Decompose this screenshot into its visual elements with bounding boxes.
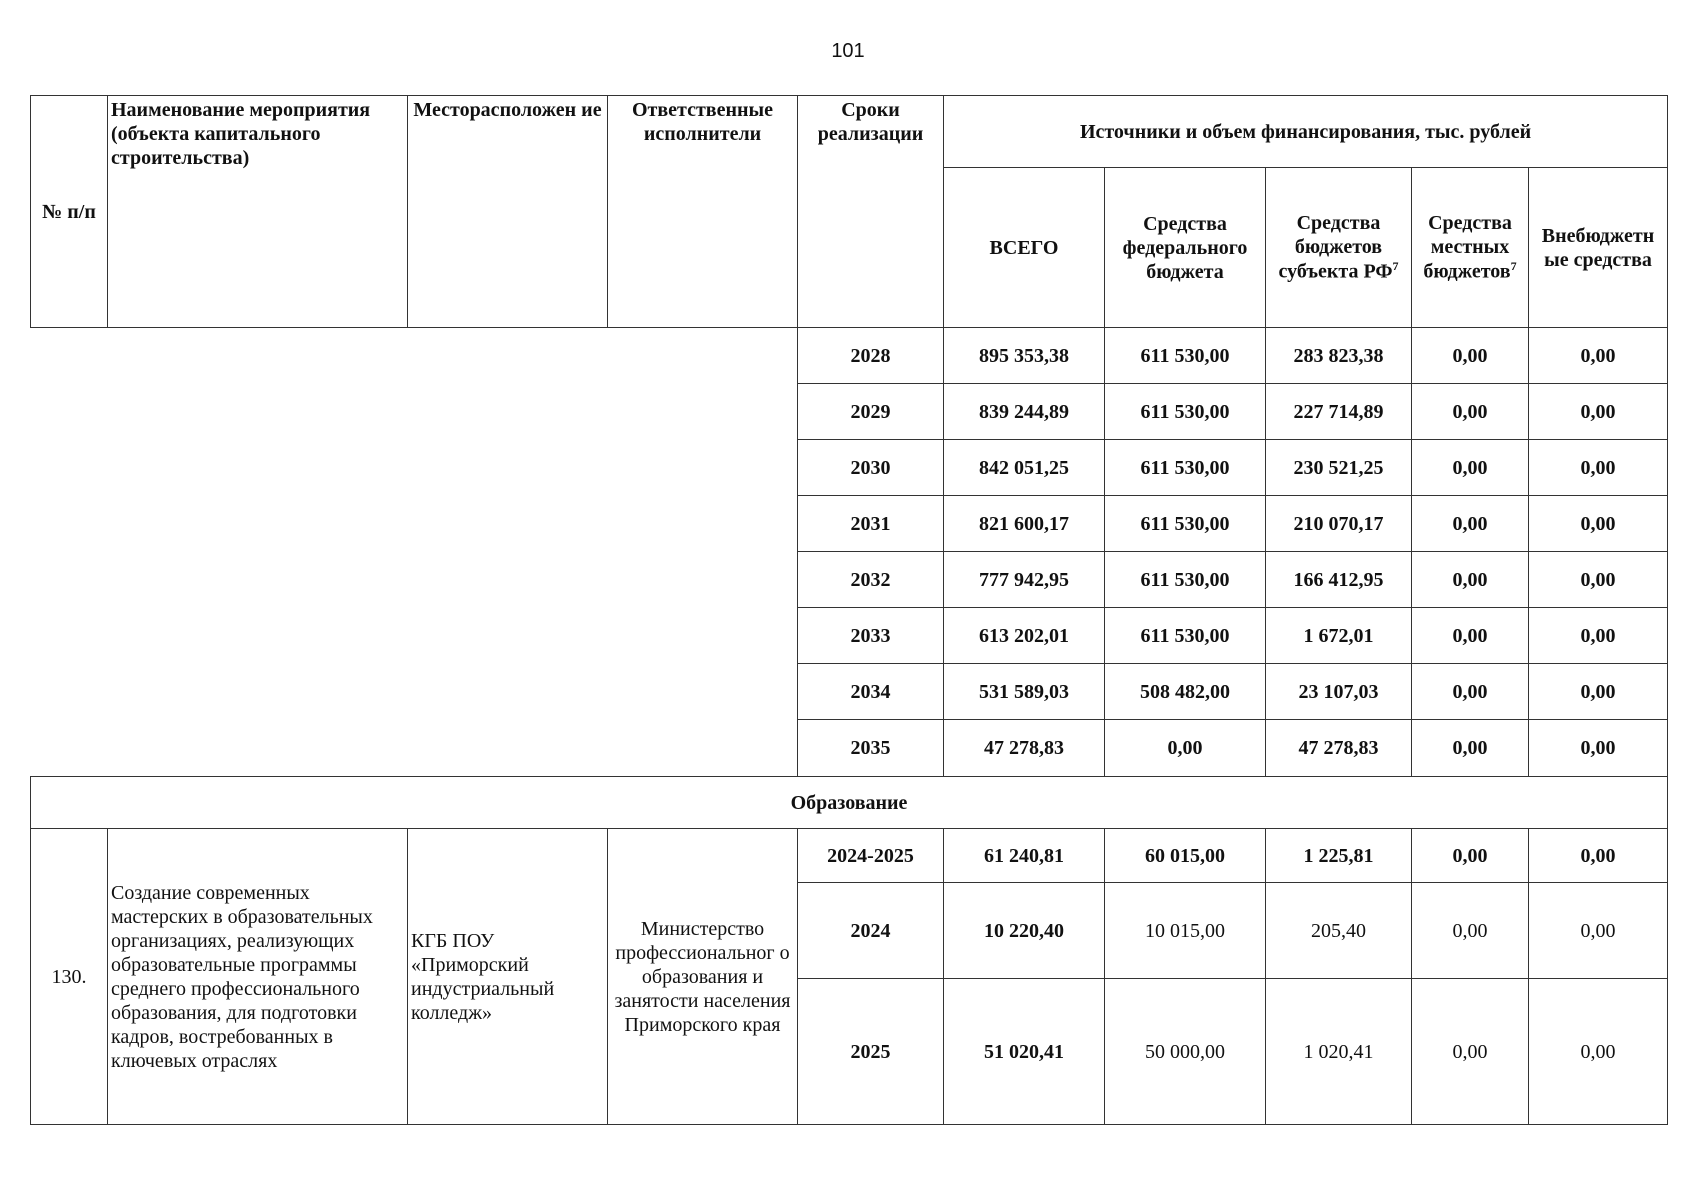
cell-federal: 611 530,00 (1105, 328, 1266, 384)
cell-period: 2031 (798, 496, 944, 552)
cell-extra: 0,00 (1529, 829, 1668, 883)
blank-cell (31, 328, 798, 777)
cell-period: 2029 (798, 384, 944, 440)
cell-total: 51 020,41 (944, 979, 1105, 1125)
header-regional-label: Средства бюджетов субъекта РФ (1278, 212, 1393, 283)
cell-local: 0,00 (1412, 384, 1529, 440)
cell-period: 2025 (798, 979, 944, 1125)
header-location: Месторасположен ие (408, 96, 608, 328)
cell-local: 0,00 (1412, 440, 1529, 496)
cell-total: 531 589,03 (944, 664, 1105, 720)
cell-period: 2024 (798, 883, 944, 979)
header-extra: Внебюджетн ые средства (1529, 168, 1668, 328)
cell-extra: 0,00 (1529, 720, 1668, 777)
cell-regional: 23 107,03 (1266, 664, 1412, 720)
cell-period: 2028 (798, 328, 944, 384)
cell-extra: 0,00 (1529, 979, 1668, 1125)
cell-regional: 230 521,25 (1266, 440, 1412, 496)
cell-federal: 611 530,00 (1105, 440, 1266, 496)
cell-period: 2034 (798, 664, 944, 720)
header-period: Сроки реализации (798, 96, 944, 328)
cell-federal: 611 530,00 (1105, 552, 1266, 608)
cell-regional: 47 278,83 (1266, 720, 1412, 777)
cell-local: 0,00 (1412, 720, 1529, 777)
cell-federal: 611 530,00 (1105, 384, 1266, 440)
cell-federal: 50 000,00 (1105, 979, 1266, 1125)
cell-period: 2035 (798, 720, 944, 777)
cell-local: 0,00 (1412, 328, 1529, 384)
cell-extra: 0,00 (1529, 496, 1668, 552)
header-local (1412, 168, 1529, 328)
cell-total: 10 220,40 (944, 883, 1105, 979)
cell-extra: 0,00 (1529, 883, 1668, 979)
item-name: Создание современных мастерских в образовательных организациях, реализующих образовательные программы среднего профессионального образования, для подготовки кадров, востребованных в ключевых отраслях (108, 829, 408, 1125)
cell-total: 821 600,17 (944, 496, 1105, 552)
cell-local: 0,00 (1412, 883, 1529, 979)
header-total: ВСЕГО (944, 168, 1105, 328)
cell-total: 895 353,38 (944, 328, 1105, 384)
header-local-note: 7 (1510, 259, 1517, 274)
cell-extra: 0,00 (1529, 552, 1668, 608)
cell-extra: 0,00 (1529, 328, 1668, 384)
financing-table (30, 95, 1668, 1125)
header-responsible: Ответственные исполнители (608, 96, 798, 328)
cell-regional: 166 412,95 (1266, 552, 1412, 608)
cell-federal: 10 015,00 (1105, 883, 1266, 979)
cell-regional: 283 823,38 (1266, 328, 1412, 384)
cell-period: 2024-2025 (798, 829, 944, 883)
cell-federal: 611 530,00 (1105, 496, 1266, 552)
cell-extra: 0,00 (1529, 440, 1668, 496)
table-row (31, 829, 1668, 883)
cell-federal: 611 530,00 (1105, 608, 1266, 664)
cell-regional: 1 225,81 (1266, 829, 1412, 883)
cell-local: 0,00 (1412, 608, 1529, 664)
cell-extra: 0,00 (1529, 608, 1668, 664)
header-local-label: Средства местных бюджетов (1423, 212, 1512, 283)
cell-regional: 1 672,01 (1266, 608, 1412, 664)
cell-local: 0,00 (1412, 552, 1529, 608)
header-name: Наименование мероприятия (объекта капитального строительства) (108, 96, 408, 328)
cell-local: 0,00 (1412, 496, 1529, 552)
item-responsible: Министерство профессиональног о образования и занятости населения Приморского края (608, 829, 798, 1125)
cell-total: 777 942,95 (944, 552, 1105, 608)
cell-federal: 508 482,00 (1105, 664, 1266, 720)
page-number: 101 (831, 40, 865, 62)
cell-total: 613 202,01 (944, 608, 1105, 664)
cell-regional: 205,40 (1266, 883, 1412, 979)
cell-local: 0,00 (1412, 979, 1529, 1125)
item-num: 130. (31, 829, 108, 1125)
item-location: КГБ ПОУ «Приморский индустриальный колледж» (408, 829, 608, 1125)
header-regional-note: 7 (1392, 259, 1399, 274)
cell-total: 47 278,83 (944, 720, 1105, 777)
cell-regional: 210 070,17 (1266, 496, 1412, 552)
cell-regional: 227 714,89 (1266, 384, 1412, 440)
section-title: Образование (31, 777, 1668, 829)
cell-period: 2030 (798, 440, 944, 496)
cell-extra: 0,00 (1529, 664, 1668, 720)
cell-regional: 1 020,41 (1266, 979, 1412, 1125)
header-num: № п/п (31, 96, 108, 328)
cell-federal: 60 015,00 (1105, 829, 1266, 883)
header-sources: Источники и объем финансирования, тыс. рублей (944, 96, 1668, 168)
table-header (31, 96, 1668, 328)
cell-local: 0,00 (1412, 829, 1529, 883)
table-row (31, 328, 1668, 384)
cell-extra: 0,00 (1529, 384, 1668, 440)
header-federal: Средства федерального бюджета (1105, 168, 1266, 328)
cell-local: 0,00 (1412, 664, 1529, 720)
cell-total: 839 244,89 (944, 384, 1105, 440)
cell-total: 61 240,81 (944, 829, 1105, 883)
cell-federal: 0,00 (1105, 720, 1266, 777)
cell-period: 2033 (798, 608, 944, 664)
section-row (31, 777, 1668, 829)
cell-period: 2032 (798, 552, 944, 608)
cell-total: 842 051,25 (944, 440, 1105, 496)
header-regional (1266, 168, 1412, 328)
